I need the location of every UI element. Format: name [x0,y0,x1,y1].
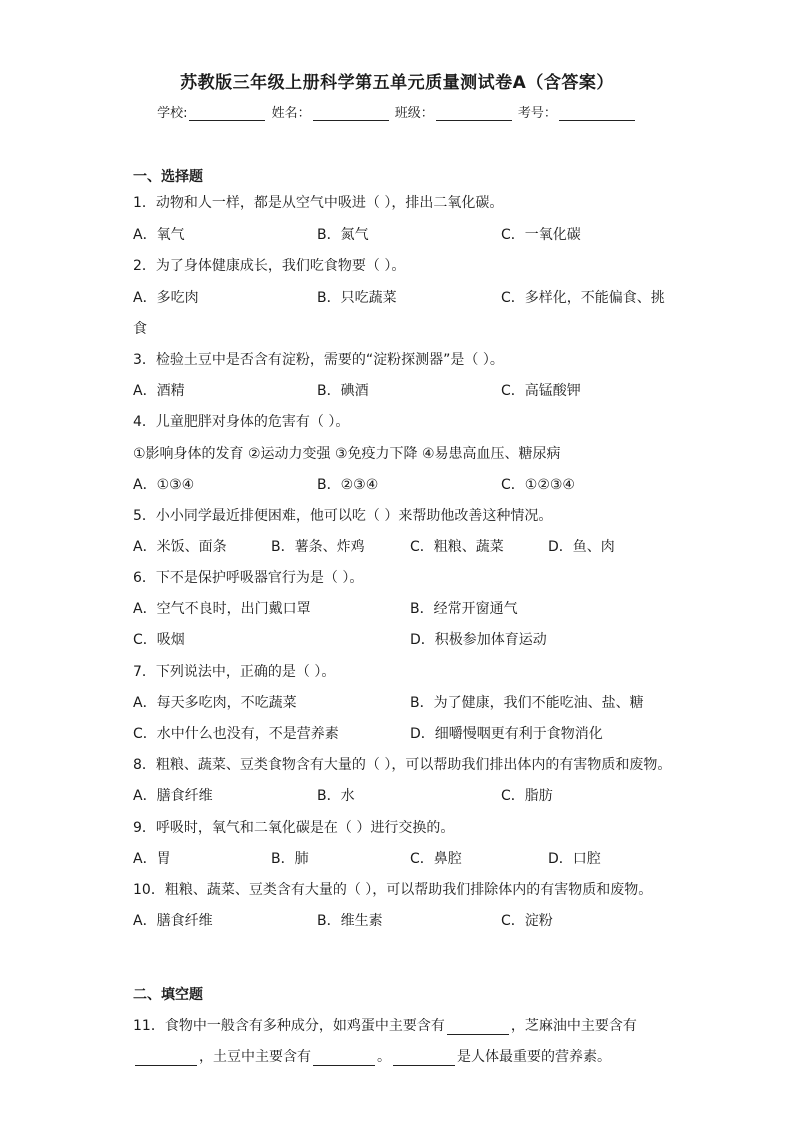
question-5-stem: 5．小小同学最近排便困难，他可以吃（ ）来帮助他改善这种情况。 [133,508,553,524]
option-c: C．多样化，不能偏食、挑 [501,290,665,306]
option-c: C．淀粉 [501,913,553,929]
q11-text-4: 。 [377,1049,391,1065]
option-c: C．①②③④ [501,477,575,493]
q11-blank-1[interactable] [447,1020,509,1035]
question-11-line2 [133,1046,611,1066]
number-blank[interactable] [559,106,635,121]
option-d: D．积极参加体育运动 [410,632,547,648]
option-a: A．氧气 [133,227,185,243]
option-d: D．细嚼慢咽更有利于食物消化 [410,726,603,742]
option-b: B．为了健康，我们不能吃油、盐、糖 [410,695,644,711]
option-a: A．①③④ [133,477,195,493]
option-c: C．吸烟 [133,632,185,648]
option-a: A．米饭、面条 [133,539,227,555]
question-6-stem: 6．下不是保护呼吸器官行为是（ ）。 [133,570,364,586]
question-4-options [133,474,673,494]
question-9-stem: 9．呼吸时，氧气和二氧化碳是在（ ）进行交换的。 [133,820,455,836]
option-b: B．维生素 [317,913,383,929]
question-1-stem: 1．动物和人一样，都是从空气中吸进（ ），排出二氧化碳。 [133,195,504,211]
question-5-options [133,536,673,556]
section-title-choice: 一、选择题 [133,169,203,185]
page-title: 苏教版三年级上册科学第五单元质量测试卷A（含答案） [180,73,614,93]
name-blank[interactable] [313,106,389,121]
option-c: C．一氧化碳 [501,227,581,243]
question-6-options-row2 [133,629,673,649]
option-d: D．鱼、肉 [548,539,615,555]
option-b: B．肺 [271,851,309,867]
option-b: B．薯条、炸鸡 [271,539,365,555]
option-a: A．酒精 [133,383,185,399]
option-b: B．②③④ [317,477,379,493]
option-b: B．经常开窗通气 [410,601,518,617]
question-6-options-row1 [133,598,673,618]
question-1-options [133,224,673,244]
question-10-options [133,910,673,930]
option-c: C．粗粮、蔬菜 [410,539,504,555]
class-blank[interactable] [436,106,512,121]
number-label: 考号： [517,106,557,121]
question-10-stem: 10．粗粮、蔬菜、豆类含有大量的（ ），可以帮助我们排除体内的有害物质和废物。 [133,882,653,898]
q11-text-3: ，土豆中主要含有 [199,1049,311,1065]
question-4-statements: ①影响身体的发育 ②运动力变强 ③免疫力下降 ④易患高血压、糖尿病 [133,446,561,462]
option-b: B．水 [317,788,355,804]
class-label: 班级： [394,106,434,121]
question-7-stem: 7．下列说法中，正确的是（ ）。 [133,664,336,680]
question-2-option-c-continued: 食 [133,321,147,337]
section-title-fill: 二、填空题 [133,987,203,1003]
question-4-stem: 4．儿童肥胖对身体的危害有（ ）。 [133,414,350,430]
option-a: A．胃 [133,851,171,867]
option-b: B．氮气 [317,227,369,243]
question-2-options [133,287,673,307]
option-a: A．膳食纤维 [133,913,213,929]
question-7-options-row2 [133,723,673,743]
question-3-stem: 3．检验土豆中是否含有淀粉，需要的“淀粉探测器”是（ ）。 [133,352,504,368]
q11-blank-2[interactable] [135,1051,197,1066]
question-9-options [133,848,673,868]
option-a: A．多吃肉 [133,290,199,306]
option-d: D．口腔 [548,851,601,867]
option-c: C．鼻腔 [410,851,462,867]
question-8-stem: 8．粗粮、蔬菜、豆类食物含有大量的（ ），可以帮助我们排出体内的有害物质和废物。 [133,757,672,773]
option-a: A．每天多吃肉，不吃蔬菜 [133,695,297,711]
q11-text-2: ，芝麻油中主要含有 [510,1018,637,1034]
question-11-line1 [133,1015,637,1035]
option-c: C．高锰酸钾 [501,383,581,399]
option-b: B．碘酒 [317,383,369,399]
option-c: C．脂肪 [501,788,553,804]
q11-text-5: 是人体最重要的营养素。 [457,1049,611,1065]
question-3-options [133,380,673,400]
q11-text-1: 11．食物中一般含有多种成分，如鸡蛋中主要含有 [133,1018,445,1034]
q11-blank-4[interactable] [393,1051,455,1066]
name-label: 姓名： [271,106,311,121]
option-a: A．膳食纤维 [133,788,213,804]
school-blank[interactable] [189,106,265,121]
q11-blank-3[interactable] [313,1051,375,1066]
question-7-options-row1 [133,692,673,712]
option-b: B．只吃蔬菜 [317,290,397,306]
student-info-row [0,102,794,121]
question-8-options [133,785,673,805]
school-label: 学校: [157,106,188,121]
option-a: A．空气不良时，出门戴口罩 [133,601,311,617]
option-c: C．水中什么也没有，不是营养素 [133,726,339,742]
question-2-stem: 2．为了身体健康成长，我们吃食物要（ ）。 [133,258,406,274]
